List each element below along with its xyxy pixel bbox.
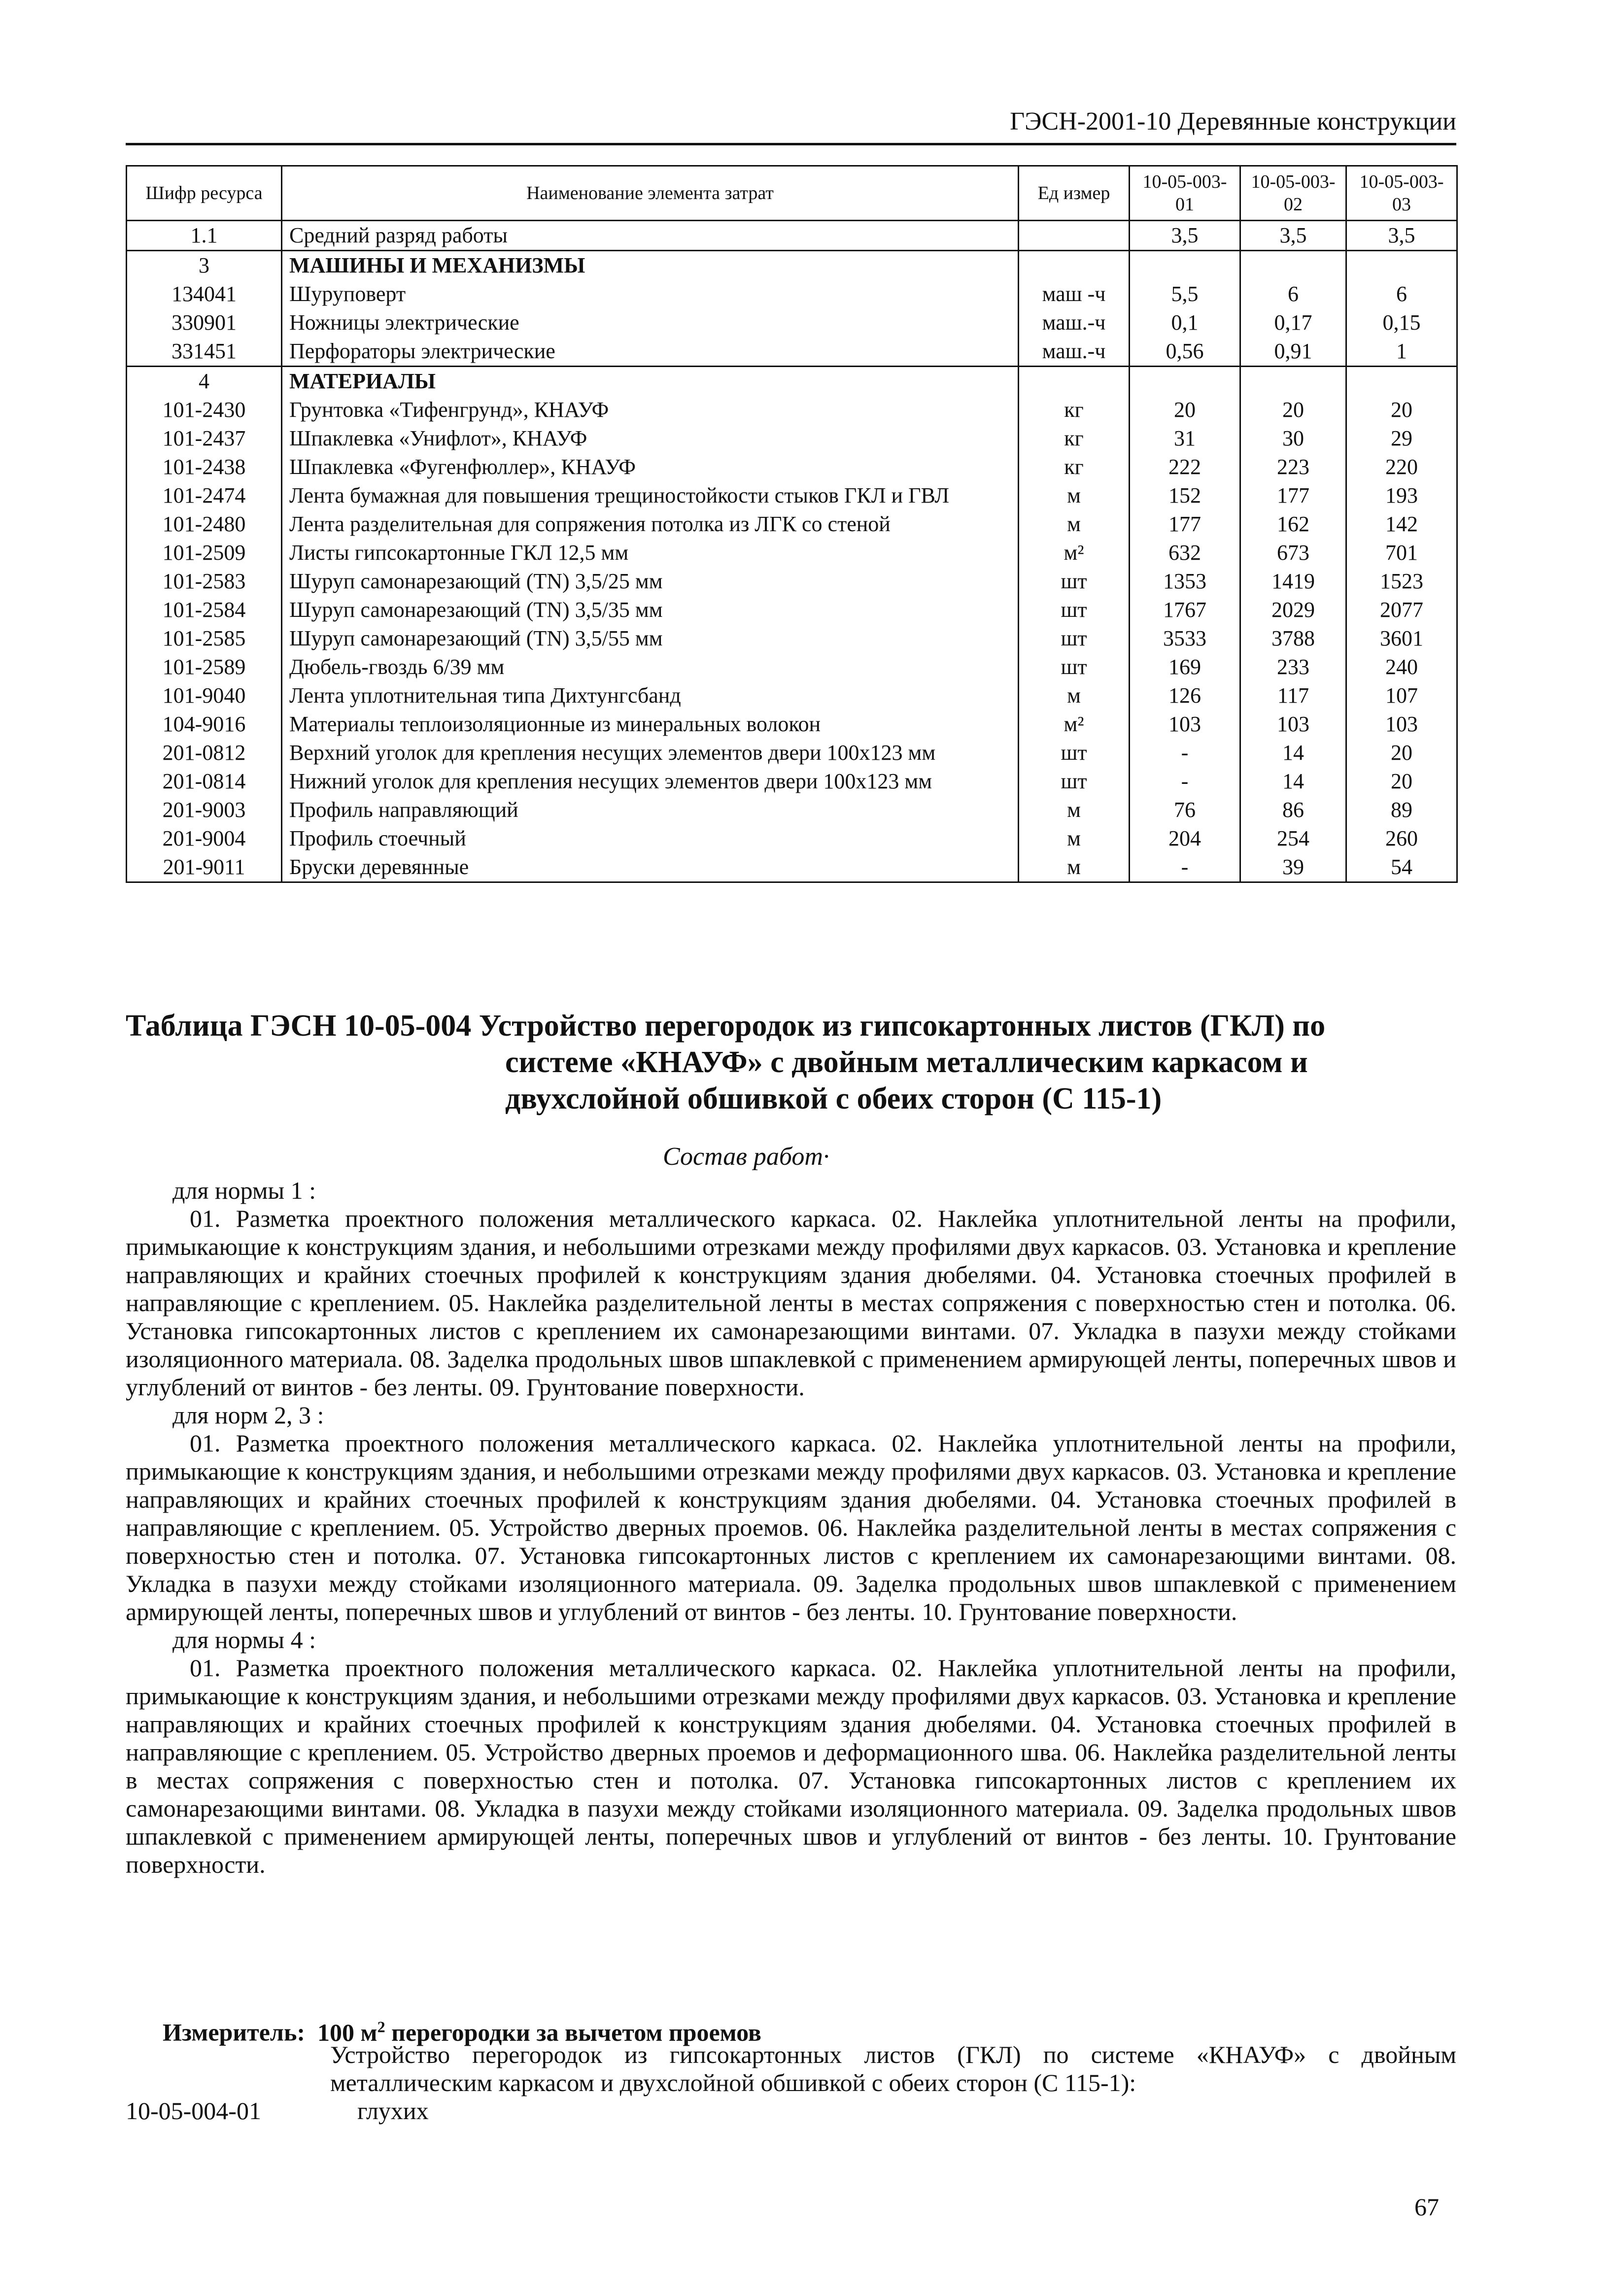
- row-value-3: 142: [1346, 510, 1457, 539]
- row-unit: м: [1019, 853, 1130, 882]
- row-value-2: 3,5: [1240, 221, 1346, 251]
- row-value-2: 20: [1240, 396, 1346, 424]
- row-unit: шт: [1019, 653, 1130, 681]
- row-code: 330901: [127, 308, 282, 337]
- table-body: [127, 221, 1457, 882]
- table-row: [127, 681, 1457, 710]
- row-value-3: 103: [1346, 710, 1457, 739]
- table-title-line-1: Таблица ГЭСН 10-05-004 Устройство перегородок из гипсокартонных листов (ГКЛ) по: [126, 1009, 1326, 1043]
- row-code: 4: [127, 367, 282, 396]
- row-name: Шуруп самонарезающий (TN) 3,5/25 мм: [282, 567, 1019, 596]
- row-unit: м²: [1019, 710, 1130, 739]
- row-value-3: 89: [1346, 796, 1457, 824]
- row-code: 101-2474: [127, 481, 282, 510]
- row-name: Листы гипсокартонные ГКЛ 12,5 мм: [282, 539, 1019, 567]
- row-value-3: 1: [1346, 337, 1457, 367]
- row-value-1: 632: [1130, 539, 1240, 567]
- norm-1-text: 01. Разметка проектного положения металлического каркаса. 02. Наклейка уплотнительной ленты на профили, примыкающие к конструкциям здания, и небольшими отрезками между профилями двух каркасов. 03. Установка и крепление направляющих и крайних стоечных профилей к конструкциям здания дюбелями. 04. Установка стоечных профилей в направляющие с креплением. 05. Наклейка разделительной ленты в местах сопряжения с поверхностью стен и потолка. 06. Установка гипсокартонных листов с креплением их самонарезающими винтами. 07. Укладка в пазухи между стойками изоляционного материала. 08. Заделка продольных швов шпаклевкой с применением армирующей ленты, поперечных швов и углублений от винтов - без ленты. 09. Грунтование поверхности.: [126, 1205, 1456, 1401]
- norm-2-3-text: 01. Разметка проектного положения металлического каркаса. 02. Наклейка уплотнительной ленты на профили, примыкающие к конструкциям здания, и небольшими отрезками между профилями двух каркасов. 03. Установка и крепление направляющих и крайних стоечных профилей к конструкциям здания дюбелями. 04. Установка стоечных профилей в направляющие с креплением. 05. Устройство дверных проемов. 06. Наклейка разделительной ленты в местах сопряжения с поверхностью стен и потолка. 07. Установка гипсокартонных листов с креплением их самонарезающими винтами. 08. Укладка в пазухи между стойками изоляционного материала. 09. Заделка продольных швов шпаклевкой с применением армирующей ленты, поперечных швов и углублений от винтов - без ленты. 10. Грунтование поверхности.: [126, 1429, 1456, 1625]
- row-code: 101-2589: [127, 653, 282, 681]
- row-code: 101-2585: [127, 624, 282, 653]
- row-unit: шт: [1019, 596, 1130, 624]
- row-value-3: 3601: [1346, 624, 1457, 653]
- row-value-2: 1419: [1240, 567, 1346, 596]
- measure-value-prefix: 100 м: [317, 2018, 378, 2046]
- row-value-2: 117: [1240, 681, 1346, 710]
- row-value-2: 39: [1240, 853, 1346, 882]
- norm-2-3-label: для норм 2, 3 :: [172, 1401, 324, 1429]
- row-value-1: 152: [1130, 481, 1240, 510]
- row-name: Шуруп самонарезающий (TN) 3,5/55 мм: [282, 624, 1019, 653]
- column-header-norm-2: 10-05-003-02: [1240, 166, 1346, 221]
- row-value-1: 0,56: [1130, 337, 1240, 367]
- row-value-1: 1353: [1130, 567, 1240, 596]
- table-row: [127, 337, 1457, 367]
- row-name: Лента бумажная для повышения трещиностойкости стыков ГКЛ и ГВЛ: [282, 481, 1019, 510]
- row-value-1: -: [1130, 853, 1240, 882]
- table-row: [127, 251, 1457, 280]
- row-unit: м²: [1019, 539, 1130, 567]
- measure-value-sup: 2: [377, 2018, 385, 2035]
- column-header-code: Шифр ресурса: [127, 166, 282, 221]
- norm-name: глухих: [357, 2097, 429, 2125]
- row-value-3: [1346, 367, 1457, 396]
- norm-1-label: для нормы 1 :: [172, 1177, 316, 1204]
- table-row: [127, 767, 1457, 796]
- norm-4-label: для нормы 4 :: [172, 1626, 316, 1654]
- column-header-norm-1: 10-05-003-01: [1130, 166, 1240, 221]
- row-name: Лента разделительная для сопряжения потолка из ЛГК со стеной: [282, 510, 1019, 539]
- row-code: 101-9040: [127, 681, 282, 710]
- table-row: [127, 280, 1457, 308]
- row-value-3: 3,5: [1346, 221, 1457, 251]
- table-row: [127, 481, 1457, 510]
- row-value-1: 0,1: [1130, 308, 1240, 337]
- row-code: 201-0812: [127, 739, 282, 767]
- row-value-3: 2077: [1346, 596, 1457, 624]
- row-name: Грунтовка «Тифенгрунд», КНАУФ: [282, 396, 1019, 424]
- row-unit: кг: [1019, 396, 1130, 424]
- row-value-2: 233: [1240, 653, 1346, 681]
- row-value-1: 103: [1130, 710, 1240, 739]
- table-header-row: [127, 166, 1457, 221]
- norm-code: 10-05-004-01: [126, 2097, 261, 2125]
- table-row: [127, 424, 1457, 453]
- row-name: Перфораторы электрические: [282, 337, 1019, 367]
- row-code: 3: [127, 251, 282, 280]
- column-header-unit: Ед измер: [1019, 166, 1130, 221]
- row-value-3: 1523: [1346, 567, 1457, 596]
- norm-row: [126, 2097, 429, 2125]
- row-name: Лента уплотнительная типа Дихтунгсбанд: [282, 681, 1019, 710]
- table-row: [127, 824, 1457, 853]
- row-code: 134041: [127, 280, 282, 308]
- row-code: 101-2480: [127, 510, 282, 539]
- table-row: [127, 453, 1457, 481]
- row-name: Верхний уголок для крепления несущих элементов двери 100х123 мм: [282, 739, 1019, 767]
- row-value-2: 3788: [1240, 624, 1346, 653]
- composition-heading: Состав работ·: [663, 1143, 829, 1171]
- row-unit: маш.-ч: [1019, 308, 1130, 337]
- row-value-3: 220: [1346, 453, 1457, 481]
- row-name: МАШИНЫ И МЕХАНИЗМЫ: [282, 251, 1019, 280]
- row-code: 101-2509: [127, 539, 282, 567]
- row-value-1: 169: [1130, 653, 1240, 681]
- row-unit: м: [1019, 510, 1130, 539]
- row-name: Профиль стоечный: [282, 824, 1019, 853]
- row-code: 101-2437: [127, 424, 282, 453]
- row-value-3: 20: [1346, 767, 1457, 796]
- row-value-1: 76: [1130, 796, 1240, 824]
- row-name: Шпаклевка «Унифлот», КНАУФ: [282, 424, 1019, 453]
- row-unit: [1019, 221, 1130, 251]
- row-unit: маш.-ч: [1019, 337, 1130, 367]
- row-value-2: 14: [1240, 739, 1346, 767]
- measure-value-suffix: перегородки за вычетом проемов: [385, 2018, 761, 2046]
- row-name: Шпаклевка «Фугенфюллер», КНАУФ: [282, 453, 1019, 481]
- row-unit: кг: [1019, 453, 1130, 481]
- row-value-1: 5,5: [1130, 280, 1240, 308]
- row-value-2: 30: [1240, 424, 1346, 453]
- table-row: [127, 308, 1457, 337]
- norm-description: Устройство перегородок из гипсокартонных листов (ГКЛ) по системе «КНАУФ» с двойным металлическим каркасом и двухслойной обшивкой с обеих сторон (С 115-1):: [330, 2041, 1456, 2096]
- row-value-1: 222: [1130, 453, 1240, 481]
- table-title-line-2: системе «КНАУФ» с двойным металлическим каркасом и: [505, 1046, 1308, 1079]
- row-value-3: 20: [1346, 396, 1457, 424]
- row-value-2: 0,91: [1240, 337, 1346, 367]
- row-value-2: 2029: [1240, 596, 1346, 624]
- table-title: [126, 1008, 1456, 1117]
- row-value-3: 193: [1346, 481, 1457, 510]
- row-value-2: 103: [1240, 710, 1346, 739]
- row-value-2: 162: [1240, 510, 1346, 539]
- row-unit: [1019, 367, 1130, 396]
- row-value-3: 54: [1346, 853, 1457, 882]
- row-value-2: 6: [1240, 280, 1346, 308]
- table-row: [127, 739, 1457, 767]
- row-value-2: 0,17: [1240, 308, 1346, 337]
- norm-4-text: 01. Разметка проектного положения металлического каркаса. 02. Наклейка уплотнительной ленты на профили, примыкающие к конструкциям здания, и небольшими отрезками между профилями двух каркасов. 03. Установка и крепление направляющих и крайних стоечных профилей к конструкциям здания дюбелями. 04. Установка стоечных профилей в направляющие с креплением. 05. Устройство дверных проемов и деформационного шва. 06. Наклейка разделительной ленты в местах сопряжения с поверхностью стен и потолка. 07. Установка гипсокартонных листов с креплением их самонарезающими винтами. 08. Укладка в пазухи между стойками изоляционного материала. 09. Заделка продольных швов шпаклевкой с применением армирующей ленты, поперечных швов и углублений от винтов - без ленты. 10. Грунтование поверхности.: [126, 1654, 1456, 1878]
- table-row: [127, 653, 1457, 681]
- row-code: 101-2438: [127, 453, 282, 481]
- row-value-1: 126: [1130, 681, 1240, 710]
- row-value-3: 20: [1346, 739, 1457, 767]
- row-value-2: 223: [1240, 453, 1346, 481]
- row-value-2: 673: [1240, 539, 1346, 567]
- row-value-1: -: [1130, 767, 1240, 796]
- row-name: Профиль направляющий: [282, 796, 1019, 824]
- row-unit: шт: [1019, 767, 1130, 796]
- row-name: Дюбель-гвоздь 6/39 мм: [282, 653, 1019, 681]
- row-name: Средний разряд работы: [282, 221, 1019, 251]
- row-code: 201-9004: [127, 824, 282, 853]
- row-value-1: 1767: [1130, 596, 1240, 624]
- row-value-2: [1240, 367, 1346, 396]
- row-value-1: 204: [1130, 824, 1240, 853]
- row-value-2: [1240, 251, 1346, 280]
- row-unit: м: [1019, 481, 1130, 510]
- row-unit: кг: [1019, 424, 1130, 453]
- row-value-1: 177: [1130, 510, 1240, 539]
- row-code: 101-2583: [127, 567, 282, 596]
- row-name: Ножницы электрические: [282, 308, 1019, 337]
- row-value-1: [1130, 251, 1240, 280]
- row-value-3: 260: [1346, 824, 1457, 853]
- table-row: [127, 539, 1457, 567]
- row-value-3: 240: [1346, 653, 1457, 681]
- row-value-3: 29: [1346, 424, 1457, 453]
- table-row: [127, 710, 1457, 739]
- row-value-3: [1346, 251, 1457, 280]
- row-value-1: 20: [1130, 396, 1240, 424]
- row-unit: м: [1019, 824, 1130, 853]
- row-name: Шуруповерт: [282, 280, 1019, 308]
- table-row: [127, 567, 1457, 596]
- row-unit: шт: [1019, 567, 1130, 596]
- measure-label: Измеритель:: [163, 2018, 306, 2046]
- row-name: Бруски деревянные: [282, 853, 1019, 882]
- resource-table: [126, 165, 1458, 883]
- row-value-2: 177: [1240, 481, 1346, 510]
- row-value-3: 6: [1346, 280, 1457, 308]
- row-unit: м: [1019, 796, 1130, 824]
- row-value-3: 107: [1346, 681, 1457, 710]
- row-code: 331451: [127, 337, 282, 367]
- row-code: 101-2430: [127, 396, 282, 424]
- row-name: Нижний уголок для крепления несущих элементов двери 100х123 мм: [282, 767, 1019, 796]
- row-name: Шуруп самонарезающий (TN) 3,5/35 мм: [282, 596, 1019, 624]
- row-value-3: 0,15: [1346, 308, 1457, 337]
- row-value-2: 254: [1240, 824, 1346, 853]
- table-title-line-3: двухслойной обшивкой с обеих сторон (С 115-1): [505, 1082, 1162, 1115]
- row-value-3: 701: [1346, 539, 1457, 567]
- row-unit: маш -ч: [1019, 280, 1130, 308]
- row-name: МАТЕРИАЛЫ: [282, 367, 1019, 396]
- row-unit: шт: [1019, 739, 1130, 767]
- table-row: [127, 510, 1457, 539]
- table-row: [127, 367, 1457, 396]
- table-row: [127, 221, 1457, 251]
- row-code: 201-9011: [127, 853, 282, 882]
- column-header-norm-3: 10-05-003-03: [1346, 166, 1457, 221]
- row-code: 201-0814: [127, 767, 282, 796]
- row-value-1: 3533: [1130, 624, 1240, 653]
- table-row: [127, 596, 1457, 624]
- row-code: 101-2584: [127, 596, 282, 624]
- row-value-1: [1130, 367, 1240, 396]
- work-composition: [126, 1177, 1456, 1879]
- row-code: 201-9003: [127, 796, 282, 824]
- row-value-1: 31: [1130, 424, 1240, 453]
- row-name: Материалы теплоизоляционные из минеральных волокон: [282, 710, 1019, 739]
- table-row: [127, 796, 1457, 824]
- row-value-2: 14: [1240, 767, 1346, 796]
- row-value-1: 3,5: [1130, 221, 1240, 251]
- header-rule: [126, 143, 1456, 145]
- column-header-name: Наименование элемента затрат: [282, 166, 1019, 221]
- row-code: 104-9016: [127, 710, 282, 739]
- row-value-1: -: [1130, 739, 1240, 767]
- page-number: 67: [1414, 2193, 1439, 2221]
- row-unit: м: [1019, 681, 1130, 710]
- table-row: [127, 853, 1457, 882]
- running-header: ГЭСН-2001-10 Деревянные конструкции: [1010, 107, 1456, 135]
- row-unit: шт: [1019, 624, 1130, 653]
- table-row: [127, 624, 1457, 653]
- row-value-2: 86: [1240, 796, 1346, 824]
- row-unit: [1019, 251, 1130, 280]
- table-row: [127, 396, 1457, 424]
- row-code: 1.1: [127, 221, 282, 251]
